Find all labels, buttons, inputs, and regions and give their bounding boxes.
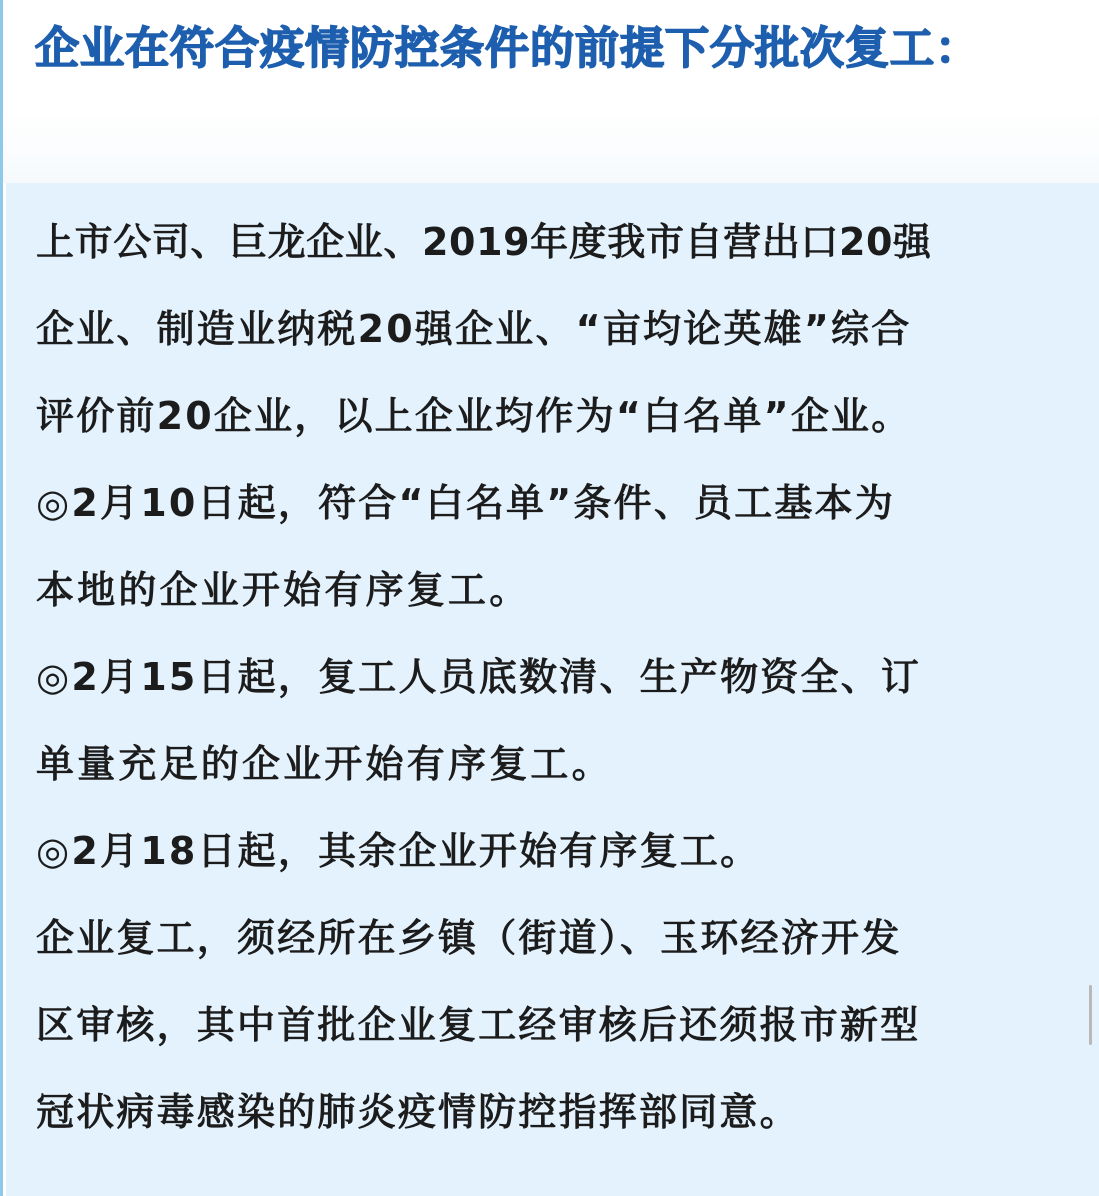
content-panel bbox=[6, 183, 1099, 1196]
paragraph-line-5: 本地的企业开始有序复工。 bbox=[36, 568, 531, 612]
paragraph-line-10: 区审核，其中首批企业复工经审核后还须报市新型 bbox=[36, 1003, 921, 1047]
paragraph-line-8: ◎2月18日起，其余企业开始有序复工。 bbox=[36, 829, 761, 873]
paragraph-line-4: ◎2月10日起，符合“白名单”条件、员工基本为 bbox=[36, 481, 896, 525]
header bbox=[3, 0, 1099, 183]
paragraph-line-7: 单量充足的企业开始有序复工。 bbox=[36, 742, 613, 786]
paragraph-line-2: 企业、制造业纳税20强企业、“亩均论英雄”综合 bbox=[36, 307, 912, 351]
paragraph-line-3: 评价前20企业，以上企业均作为“白名单”企业。 bbox=[36, 394, 912, 438]
page-title: 企业在符合疫情防控条件的前提下分批次复工： bbox=[35, 23, 980, 74]
scrollbar-thumb[interactable] bbox=[1089, 985, 1092, 1045]
paragraph-line-9: 企业复工，须经所在乡镇（街道）、玉环经济开发 bbox=[36, 916, 902, 960]
paragraph-line-6: ◎2月15日起，复工人员底数清、生产物资全、订 bbox=[36, 655, 922, 699]
paragraph-line-11: 冠状病毒感染的肺炎疫情防控指挥部同意。 bbox=[36, 1090, 800, 1134]
paragraph-line-1: 上市公司、巨龙企业、2019年度我市自营出口20强 bbox=[36, 220, 932, 264]
